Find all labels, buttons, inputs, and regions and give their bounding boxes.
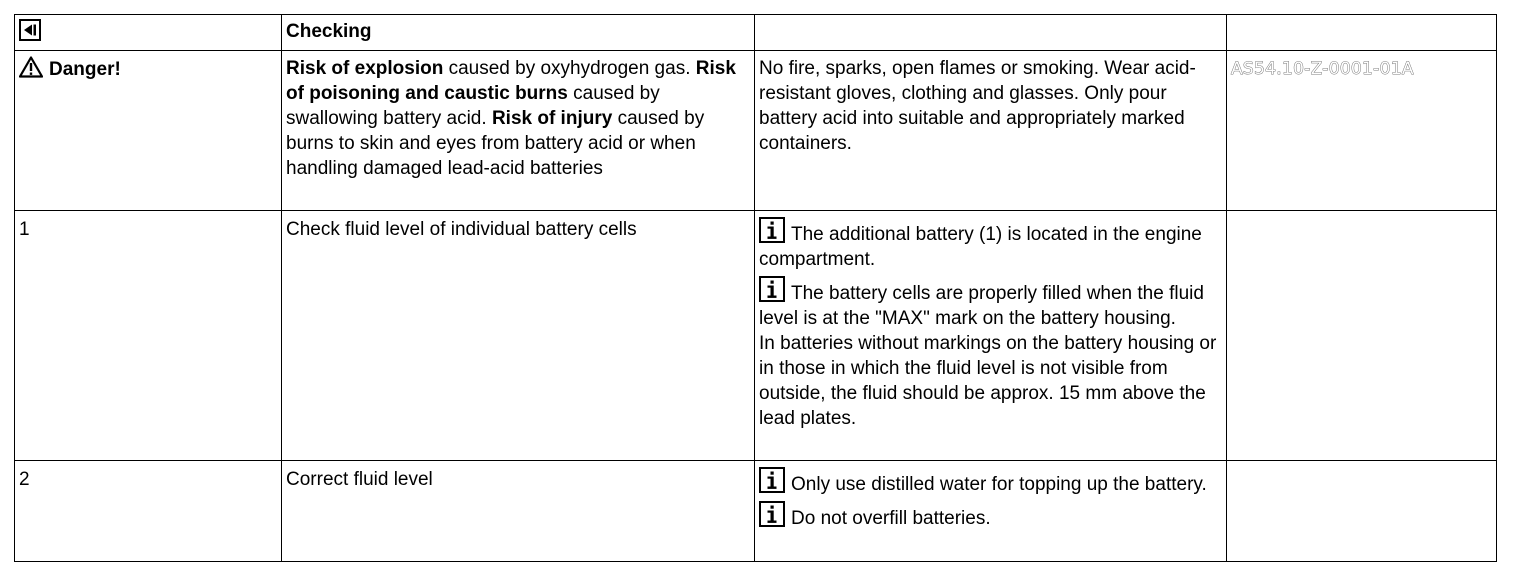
back-arrow-icon — [19, 19, 41, 41]
info-icon — [759, 467, 785, 493]
info-note-text: Do not overfill batteries. — [791, 508, 991, 529]
step-row — [15, 211, 1497, 461]
risk-injury-text: caused by burns to skin and eyes from battery acid or when handling damaged lead-acid batteries — [286, 108, 705, 179]
header-title: Checking — [282, 15, 755, 51]
info-icon — [759, 276, 785, 302]
info-note-text: The battery cells are properly filled when the fluid level is at the "MAX" mark on the battery housing. — [759, 283, 1204, 329]
risk-explosion-text: caused by oxyhydrogen gas. — [443, 58, 696, 79]
header-empty-cell — [1227, 15, 1497, 51]
header-icon-cell — [15, 15, 282, 51]
step-notes — [755, 211, 1227, 461]
info-note-text: Only use distilled water for topping up the battery. — [791, 474, 1207, 495]
header-empty-cell — [755, 15, 1227, 51]
info-note — [759, 467, 1222, 497]
step-number: 2 — [15, 461, 282, 562]
doc-id-cell — [1227, 51, 1497, 211]
danger-label: Danger! — [49, 59, 121, 80]
risk-poisoning-text: caused by swallowing battery acid. — [286, 83, 660, 129]
info-note-text: The additional battery (1) is located in the engine compartment. — [759, 224, 1202, 270]
step-action: Check fluid level of individual battery cells — [282, 211, 755, 461]
step-number: 1 — [15, 211, 282, 461]
info-note-extra: In batteries without markings on the battery housing or in those in which the fluid level is not visible from outside, the fluid should be approx. 15 mm above the lead plates. — [759, 333, 1217, 429]
danger-label-cell — [15, 51, 282, 211]
info-icon — [759, 501, 785, 527]
warning-triangle-icon — [19, 56, 43, 78]
info-note — [759, 501, 1222, 531]
empty-cell — [1227, 461, 1497, 562]
document-id: AS54.10-Z-0001-01A — [1231, 59, 1414, 79]
safety-measures: No fire, sparks, open flames or smoking. Wear acid-resistant gloves, clothing and glasses. Only pour battery acid into suitable and appropriately marked containers. — [755, 51, 1227, 211]
info-icon — [759, 217, 785, 243]
empty-cell — [1227, 211, 1497, 461]
step-action: Correct fluid level — [282, 461, 755, 562]
procedure-table — [14, 14, 1497, 562]
risk-description — [282, 51, 755, 211]
step-row — [15, 461, 1497, 562]
risk-explosion: Risk of explosion — [286, 58, 444, 79]
info-note — [759, 217, 1222, 272]
header-row — [15, 15, 1497, 51]
step-notes — [755, 461, 1227, 562]
risk-poisoning: Risk of poisoning and caustic burns — [286, 58, 736, 104]
info-note — [759, 276, 1222, 431]
risk-injury: Risk of injury — [491, 108, 613, 129]
danger-row — [15, 51, 1497, 211]
